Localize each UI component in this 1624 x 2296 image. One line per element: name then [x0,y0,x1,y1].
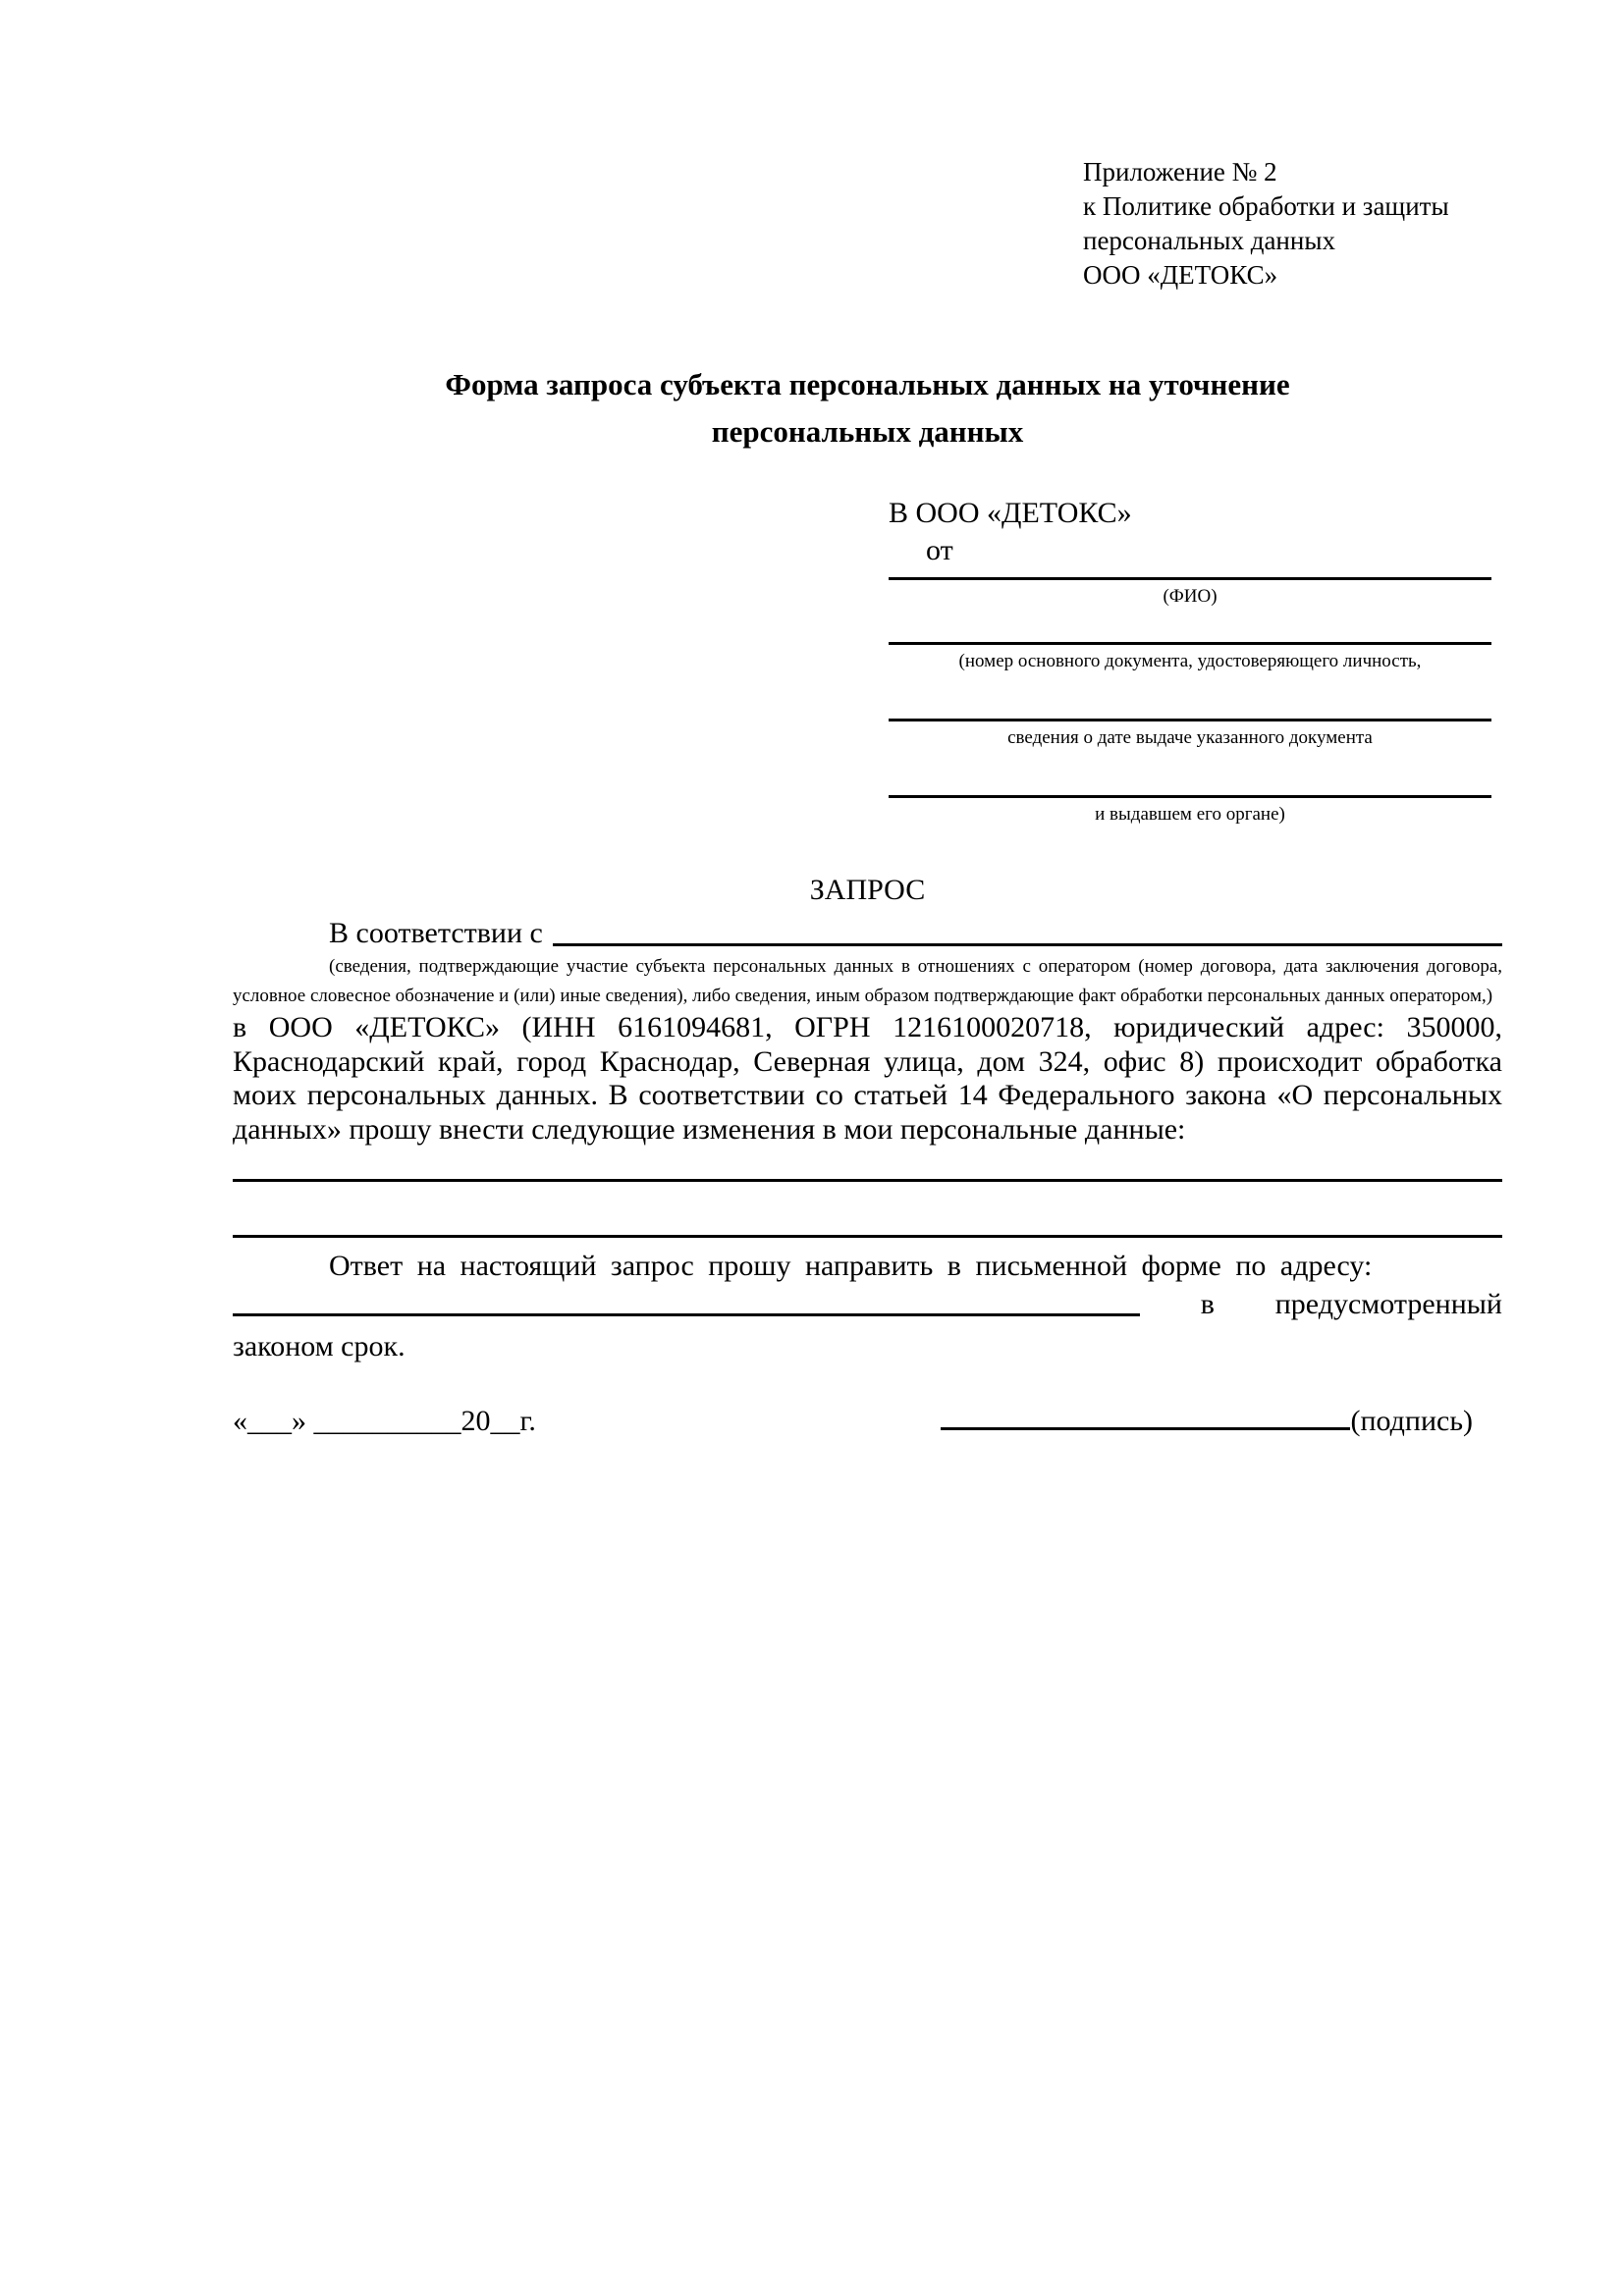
annex-line: ООО «ДЕТОКС» [1083,260,1278,290]
intro-blank-line [553,915,1502,946]
issue-org-label: и выдавшем его органе) [1095,804,1285,825]
doc-number-blank-line [889,642,1491,645]
annex-block [1083,155,1502,293]
footer-row [233,1403,1502,1440]
changes-blank-line [233,1179,1502,1182]
recipient-from-label: от [926,534,953,566]
recipient-block [889,495,1491,827]
recipient-to: В ООО «ДЕТОКС» [889,497,1132,529]
signature-label: (подпись) [1350,1405,1473,1437]
issue-date-blank-line [889,719,1491,721]
annex-line: Приложение № 2 [1083,157,1277,187]
document-content [233,0,1502,1440]
fio-blank-line [889,577,1491,580]
intro-prefix: В соответствии с [329,917,543,949]
signature-blank-line [941,1404,1350,1430]
signature-group [941,1403,1502,1440]
doc-number-label: (номер основного документа, удостоверяющего личность, [958,651,1422,671]
fio-label: (ФИО) [1163,586,1218,607]
footnote: (сведения, подтверждающие участие субъекта персональных данных в отношениях с оператором (номер договора, дата заключения договора, условное словесное обозначение и (или) иные сведения), либо сведения, иным образом подтверждающие факт обработки персональных данных оператором,) [233,956,1502,1006]
address-line [233,1287,1502,1322]
date-blank: «___» __________20__г. [233,1405,536,1437]
request-body: в ООО «ДЕТОКС» (ИНН 6161094681, ОГРН 1216100020718, юридический адрес: 350000, Краснодарский край, город Краснодар, Северная улица, дом 324, офис 8) происходит обработка моих персональных данных. В соответствии со статьей 14 Федерального закона «О персональных данных» прошу внести следующие изменения в мои персональные данные: [233,1011,1502,1146]
reply-end: законом срок. [233,1330,406,1362]
request-heading: ЗАПРОС [809,874,926,906]
reply-paragraph: Ответ на настоящий запрос прошу направить в письменной форме по адресу: [329,1250,1373,1282]
issue-date-label: сведения о дате выдаче указанного документа [1007,727,1373,748]
address-blank-line [233,1313,1140,1316]
changes-blank-line [233,1235,1502,1238]
page-title: Форма запроса субъекта персональных данных на уточнение персональных данных [445,367,1290,449]
annex-line: персональных данных [1083,226,1335,255]
intro-line [233,915,1502,952]
reply-tail-word: предусмотренный [1274,1288,1502,1320]
reply-tail-word: в [1200,1288,1215,1320]
annex-line: к Политике обработки и защиты [1083,191,1449,221]
issue-org-blank-line [889,795,1491,798]
